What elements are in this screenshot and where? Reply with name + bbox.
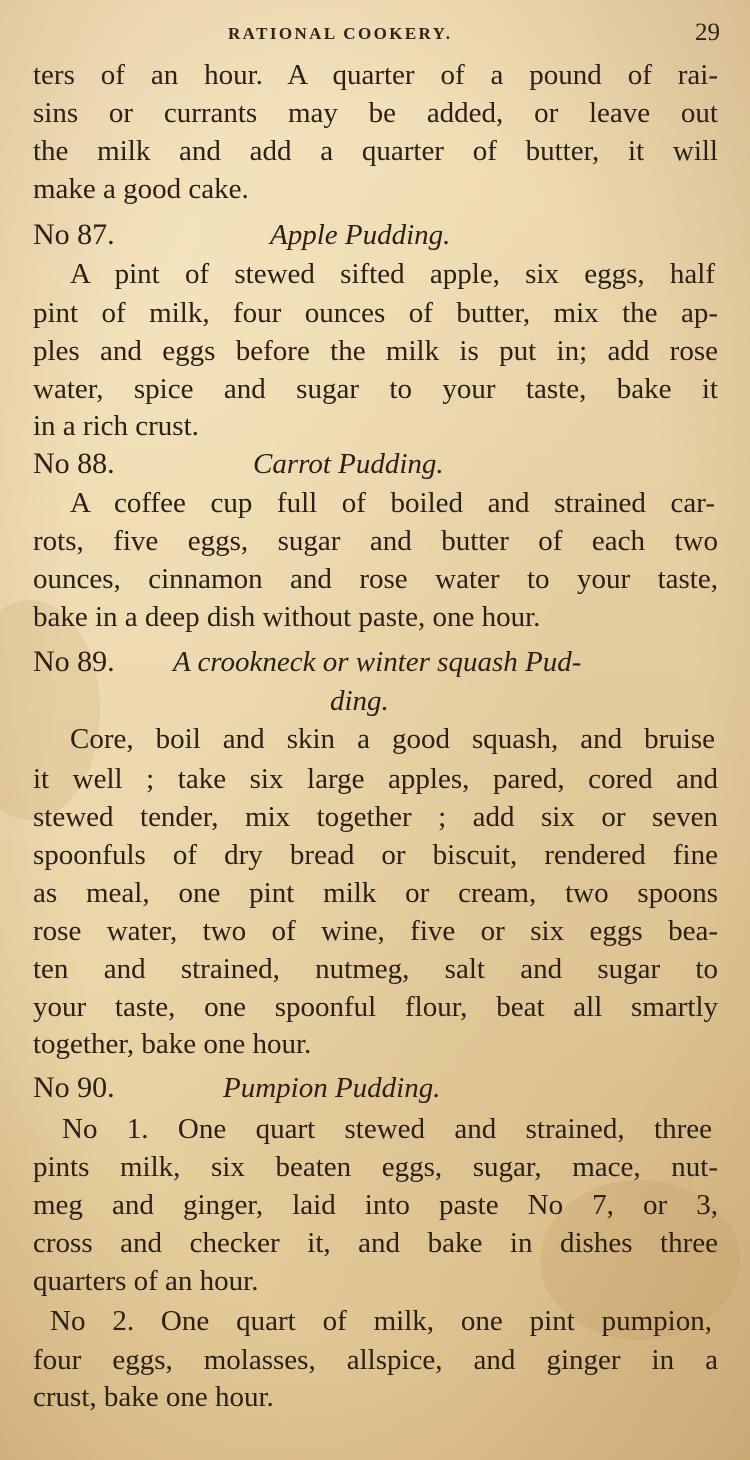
text-line: pint of milk, four ounces of butter, mix the ap- — [33, 297, 718, 329]
recipe-title: Apple Pudding. — [270, 219, 451, 251]
recipe-number: No 90. — [33, 1071, 115, 1104]
text-line: rose water, two of wine, five or six eggs bea- — [33, 915, 718, 947]
text-line: A coffee cup full of boiled and strained car- — [70, 487, 715, 519]
text-line: together, bake one hour. — [33, 1028, 312, 1060]
recipe-title: A crookneck or winter squash Pud- — [173, 646, 582, 678]
recipe-heading — [33, 1068, 441, 1108]
text-line: spoonfuls of dry bread or biscuit, rendered fine — [33, 839, 718, 871]
text-line: ters of an hour. A quarter of a pound of rai- — [33, 59, 718, 91]
text-line: make a good cake. — [33, 173, 249, 205]
recipe-title-continuation: ding. — [330, 685, 389, 717]
text-line: your taste, one spoonful flour, beat all smartly — [33, 991, 718, 1023]
text-line: crust, bake one hour. — [33, 1381, 274, 1413]
text-line: it well ; take six large apples, pared, cored and — [33, 763, 718, 795]
text-line: sins or currants may be added, or leave out — [33, 97, 718, 129]
recipe-number: No 88. — [33, 447, 115, 480]
page-number: 29 — [695, 19, 720, 46]
text-line: A pint of stewed sifted apple, six eggs, half — [70, 258, 715, 290]
text-line: as meal, one pint milk or cream, two spoons — [33, 877, 718, 909]
recipe-heading — [33, 444, 444, 484]
text-line: pints milk, six beaten eggs, sugar, mace, nut- — [33, 1151, 718, 1183]
text-line: Core, boil and skin a good squash, and bruise — [70, 723, 715, 755]
text-line: rots, five eggs, sugar and butter of each two — [33, 525, 718, 557]
text-line: ounces, cinnamon and rose water to your taste, — [33, 563, 718, 595]
text-line: ples and eggs before the milk is put in; add rose — [33, 335, 718, 367]
page-header — [0, 19, 750, 52]
text-line: stewed tender, mix together ; add six or seven — [33, 801, 718, 833]
text-line: cross and checker it, and bake in dishes three — [33, 1227, 718, 1259]
recipe-number: No 87. — [33, 218, 115, 251]
text-line: bake in a deep dish without paste, one hour. — [33, 601, 541, 633]
recipe-number: No 89. — [33, 645, 115, 678]
text-line: in a rich crust. — [33, 410, 199, 442]
recipe-title: Pumpion Pudding. — [223, 1072, 441, 1104]
text-line: quarters of an hour. — [33, 1265, 259, 1297]
text-line: water, spice and sugar to your taste, bake it — [33, 373, 718, 405]
running-head: RATIONAL COOKERY. — [228, 24, 453, 43]
text-line: No 1. One quart stewed and strained, three — [62, 1113, 712, 1145]
recipe-title: Carrot Pudding. — [253, 448, 444, 480]
text-line: the milk and add a quarter of butter, it will — [33, 135, 718, 167]
text-line: ten and strained, nutmeg, salt and sugar to — [33, 953, 718, 985]
text-line: No 2. One quart of milk, one pint pumpion, — [50, 1305, 712, 1337]
text-line: meg and ginger, laid into paste No 7, or 3, — [33, 1189, 718, 1221]
recipe-heading — [33, 642, 582, 682]
recipe-heading — [33, 215, 451, 255]
text-line: four eggs, molasses, allspice, and ginger in a — [33, 1344, 718, 1376]
